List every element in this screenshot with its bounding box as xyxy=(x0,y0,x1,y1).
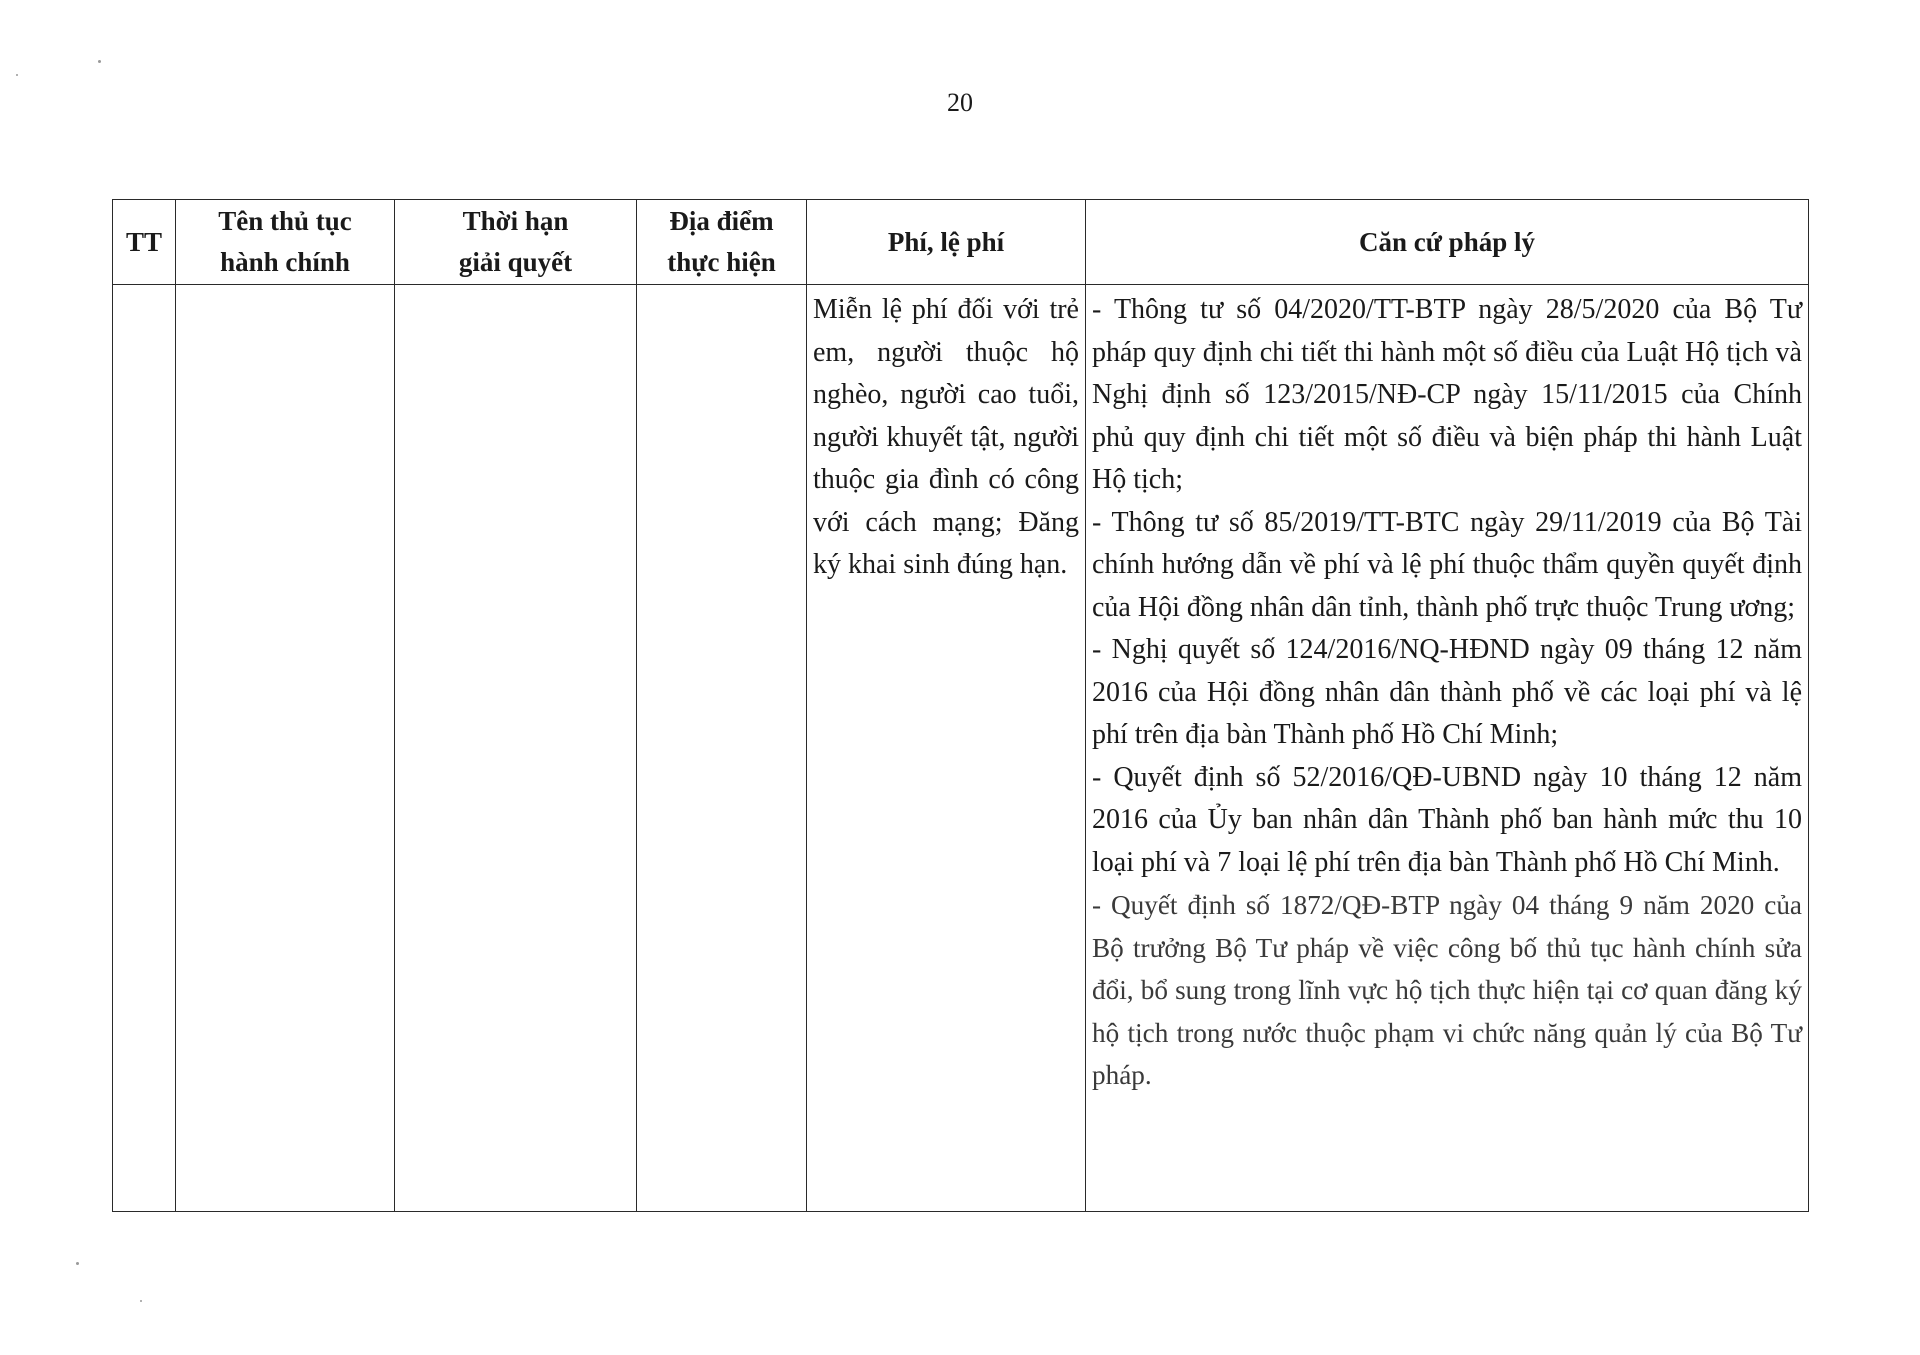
legal-basis-item: - Quyết định số 1872/QĐ-BTP ngày 04 tháng 9 năm 2020 của Bộ trưởng Bộ Tư pháp về việc công bố thủ tục hành chính sửa đổi, bổ sung trong lĩnh vực hộ tịch thực hiện tại cơ quan đăng ký hộ tịch trong nước thuộc phạm vi chức năng quản lý của Bộ Tư pháp. xyxy=(1092,890,1802,1090)
legal-basis-item: - Nghị quyết số 124/2016/NQ-HĐND ngày 09 tháng 12 năm 2016 của Hội đồng nhân dân thành phố về các loại phí và lệ phí trên địa bàn Thành phố Hồ Chí Minh; xyxy=(1092,634,1802,750)
cell-location xyxy=(637,285,807,1212)
cell-procedure-name xyxy=(176,285,395,1212)
legal-basis-item: - Quyết định số 52/2016/QĐ-UBND ngày 10 tháng 12 năm 2016 của Ủy ban nhân dân Thành phố ban hành mức thu 10 loại phí và 7 loại lệ phí trên địa bàn Thành phố Hồ Chí Minh. xyxy=(1092,761,1802,878)
procedure-table xyxy=(112,199,1809,1212)
table-row xyxy=(113,285,1809,1212)
header-tt: TT xyxy=(113,200,176,285)
legal-basis-item: - Thông tư số 04/2020/TT-BTP ngày 28/5/2020 của Bộ Tư pháp quy định chi tiết thi hành một số điều của Luật Hộ tịch và Nghị định số 123/2015/NĐ-CP ngày 15/11/2015 của Chính phủ quy định chi tiết một số điều và biện pháp thi hành Luật Hộ tịch; xyxy=(1092,294,1802,495)
scan-speck xyxy=(98,60,101,63)
scan-speck xyxy=(76,1262,79,1265)
scan-speck xyxy=(140,1300,142,1302)
cell-fees xyxy=(807,285,1086,1212)
table-header-row xyxy=(113,200,1809,285)
fees-text: Miễn lệ phí đối với trẻ em, người thuộc hộ nghèo, người cao tuổi, người khuyết tật, người thuộc gia đình có công với cách mạng; Đăng ký khai sinh đúng hạn. xyxy=(813,294,1079,580)
cell-legal-basis xyxy=(1086,285,1809,1212)
header-location: Địa điểm thực hiện xyxy=(637,200,807,285)
header-legal-basis: Căn cứ pháp lý xyxy=(1086,200,1809,285)
header-procedure-name: Tên thủ tục hành chính xyxy=(176,200,395,285)
cell-tt xyxy=(113,285,176,1212)
scan-speck xyxy=(16,74,18,76)
header-processing-time: Thời hạn giải quyết xyxy=(395,200,637,285)
legal-basis-list xyxy=(1086,285,1808,1097)
cell-processing-time xyxy=(395,285,637,1212)
page-number: 20 xyxy=(947,88,973,117)
legal-basis-item: - Thông tư số 85/2019/TT-BTC ngày 29/11/2019 của Bộ Tài chính hướng dẫn về phí và lệ phí thuộc thẩm quyền quyết định của Hội đồng nhân dân tỉnh, thành phố trực thuộc Trung ương; xyxy=(1092,506,1802,623)
header-fees: Phí, lệ phí xyxy=(807,200,1086,285)
